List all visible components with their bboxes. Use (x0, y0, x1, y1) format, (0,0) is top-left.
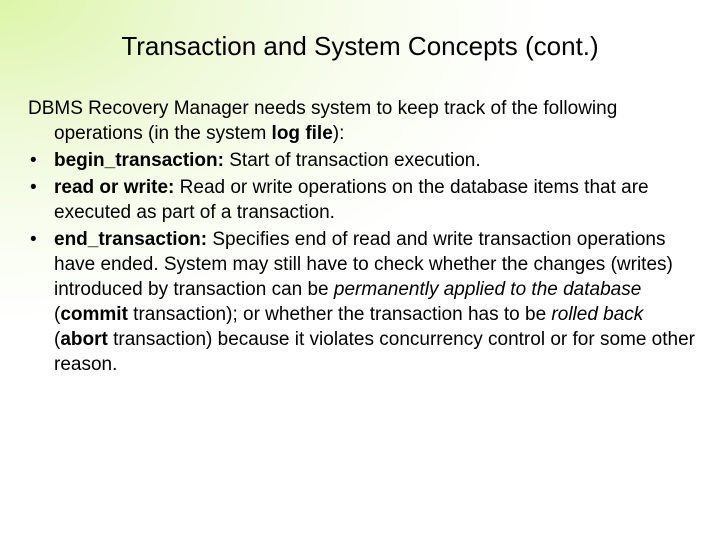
list-item-read-or-write (28, 175, 698, 225)
slide-title: Transaction and System Concepts (cont.) (121, 31, 599, 61)
intro-log-file-term: log file (271, 123, 333, 144)
bullet-icon: • (30, 150, 37, 171)
phrase-rolled-back: rolled back (551, 304, 644, 325)
desc-begin-transaction: Start of transaction execution. (223, 150, 481, 171)
slide-body (28, 96, 698, 377)
intro-text-2: ): (332, 123, 345, 144)
bullet-icon: • (30, 177, 37, 198)
term-read-or-write: read or write: (54, 177, 175, 198)
list-item-begin-transaction (28, 148, 698, 173)
term-commit: commit (60, 304, 128, 325)
term-end-transaction: end_transaction: (54, 229, 208, 250)
intro-paragraph (28, 96, 698, 146)
desc-end-transaction-2: ( (54, 304, 61, 325)
desc-end-transaction-1: Specifies end of read and write transaction operations have ended. System may still have to check whether the changes (writes) introduced by transaction can be (54, 229, 673, 300)
term-abort: abort (60, 329, 108, 350)
list-item-end-transaction (28, 227, 698, 377)
desc-end-transaction-3: transaction); or whether the transaction has to be (127, 304, 552, 325)
term-begin-transaction: begin_transaction: (54, 150, 224, 171)
desc-read-or-write: Read or write operations on the database items that are executed as part of a transaction. (54, 177, 649, 223)
phrase-permanently-applied: permanently applied to the database (333, 279, 642, 300)
desc-end-transaction-5: transaction) because it violates concurrency control or for some other reason. (54, 329, 695, 375)
intro-text-1: DBMS Recovery Manager needs system to keep track of the following operations (in the system (28, 98, 618, 144)
desc-end-transaction-4: ( (54, 329, 61, 350)
operations-list (28, 148, 698, 377)
bullet-icon: • (30, 229, 37, 250)
